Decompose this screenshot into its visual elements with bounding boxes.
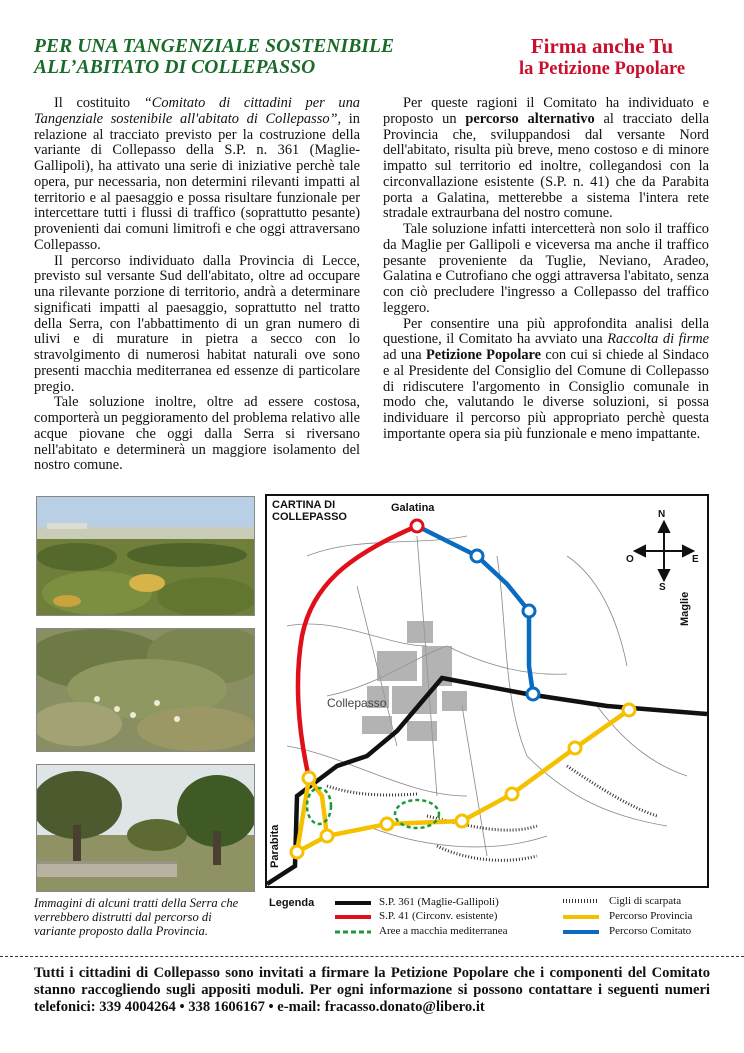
right-paragraph-1: Per queste ragioni il Comitato ha individuato e proposto un percorso alternativo al tracciato della Provincia che, sviluppandosi dal versante Nord dell'abitato, risulta più breve, meno costoso e di minore impatto sul territorio ed inoltre, collegandosi con la circonvallazione esistente (S.P. n. 41) che da Parabita porta a Galatina, metterebbe a sistema l'intera rete stradale extraurbana del nostro comune.: [383, 95, 709, 222]
legend-cigli: Cigli di scarpata: [609, 895, 682, 907]
compass-o: O: [626, 554, 634, 565]
compass-icon: [635, 522, 693, 580]
footer-contacts: Tutti i cittadini di Collepasso sono invitati a firmare la Petizione Popolare che i componenti del Comitato stanno raccogliendo sugli appositi moduli. Per ogni informazione si possono contattare i seguenti numeri telefonici: 339 4004264 • 338 1606167 • e-mail: fracasso.donato@libero.it: [34, 965, 710, 1016]
label-maglie: Maglie: [679, 591, 691, 626]
left-paragraph-1: Il costituito “Comitato di cittadini per una Tangenziale sostenibile all'abitato di Collepasso”, in relazione al tracciato previsto per la costruzione della variante di Collepasso della S.P. n. 361 (Maglie-Gallipoli), ha attivato una serie di iniziative perchè tale opera, pur necessaria, non determini rilevanti impatti al territorio e al paesaggio e possa risultare funzionale per intercettare tutti i flussi di traffico (soprattutto pesante) provenienti dai comuni limitrofi e che oggi attraversano Collepasso.: [34, 95, 361, 253]
left-paragraph-2: Il percorso individuato dalla Provincia di Lecce, previsto sul versante Sud dell'abitato, oltre ad occupare una rilevante porzione di territorio, andrà a determinare significati impatti al paesaggio, soprattutto nel tratto della Serra, con l'abbattimento di un gran numero di ulivi e di murature in pietra a secco con lo stravolgimento di numerosi habitat naturali ove sono presenti macchia mediterranea ed essenze di particolare pregio.: [34, 252, 360, 395]
right-column: [383, 96, 709, 443]
photo-serra-landscape: [36, 496, 255, 616]
footer-divider: [0, 956, 744, 957]
petition-callout-line1: Firma anche Tu: [530, 34, 674, 58]
left-column: [34, 96, 360, 474]
label-collepasso: Collepasso: [327, 696, 387, 710]
compass-s: S: [659, 582, 666, 593]
compass-e: E: [692, 554, 699, 565]
photos-caption: Immagini di alcuni tratti della Serra che verrebbero distrutti dal percorso di variante proposto dalla Provincia.: [34, 896, 239, 938]
legend-sp41: S.P. 41 (Circonv. esistente): [379, 910, 498, 922]
map-title: CARTINA DI COLLEPASSO: [272, 499, 347, 523]
route-provincia: [297, 710, 629, 852]
legend-sp361: S.P. 361 (Maglie-Gallipoli): [379, 896, 499, 908]
legend-provincia: Percorso Provincia: [609, 910, 693, 922]
main-title: [34, 36, 474, 78]
map-legend: [265, 893, 715, 945]
photo-mediterranean-scrub: [36, 628, 255, 752]
petition-callout-line2: la Petizione Popolare: [518, 59, 686, 79]
right-paragraph-3: Per consentire una più approfondita analisi della questione, il Comitato ha avviato una Raccolta di firme ad una Petizione Popolare con cui si chiede al Sindaco e al Presidente del Consiglio del Comune di Collepasso di ridiscutere l'argomento in Consiglio comunale in modo che, valutando le diverse soluzioni, si possa individuare il percorso più appropriato perchè questa importante opera sia più funzionale e meno impattante.: [383, 315, 710, 442]
petition-callout: [492, 34, 712, 80]
photo-olive-trees-drystone-wall: [36, 764, 255, 892]
main-title-line1: PER UNA TANGENZIALE SOSTENIBILE: [34, 36, 395, 57]
right-paragraph-2: Tale soluzione infatti intercetterà non solo il traffico da Maglie per Gallipoli e viceversa ma anche il traffico pesante proveniente da Tuglie, Neviano, Aradeo, Galatina e Cutrofiano che oggi attraversa l'abitato, senza con ciò precludere l'ingresso a Collepasso del traffico leggero.: [383, 221, 709, 316]
map-collepasso: [265, 494, 709, 888]
left-paragraph-3: Tale soluzione inoltre, oltre ad essere costosa, comporterà un peggioramento del problema relativo alle acque piovane che oggi dalla Serra si riversano nell'abitato e determinerà un maggiore isolamento del nostro comune.: [34, 394, 360, 474]
legend-macchia: Aree a macchia mediterranea: [379, 925, 508, 937]
main-title-line2: ALL’ABITATO DI COLLEPASSO: [34, 57, 316, 78]
legend-heading: Legenda: [269, 897, 315, 909]
label-galatina: Galatina: [391, 502, 435, 514]
label-parabita: Parabita: [269, 824, 281, 868]
compass-n: N: [658, 509, 666, 520]
legend-comitato: Percorso Comitato: [609, 925, 692, 937]
